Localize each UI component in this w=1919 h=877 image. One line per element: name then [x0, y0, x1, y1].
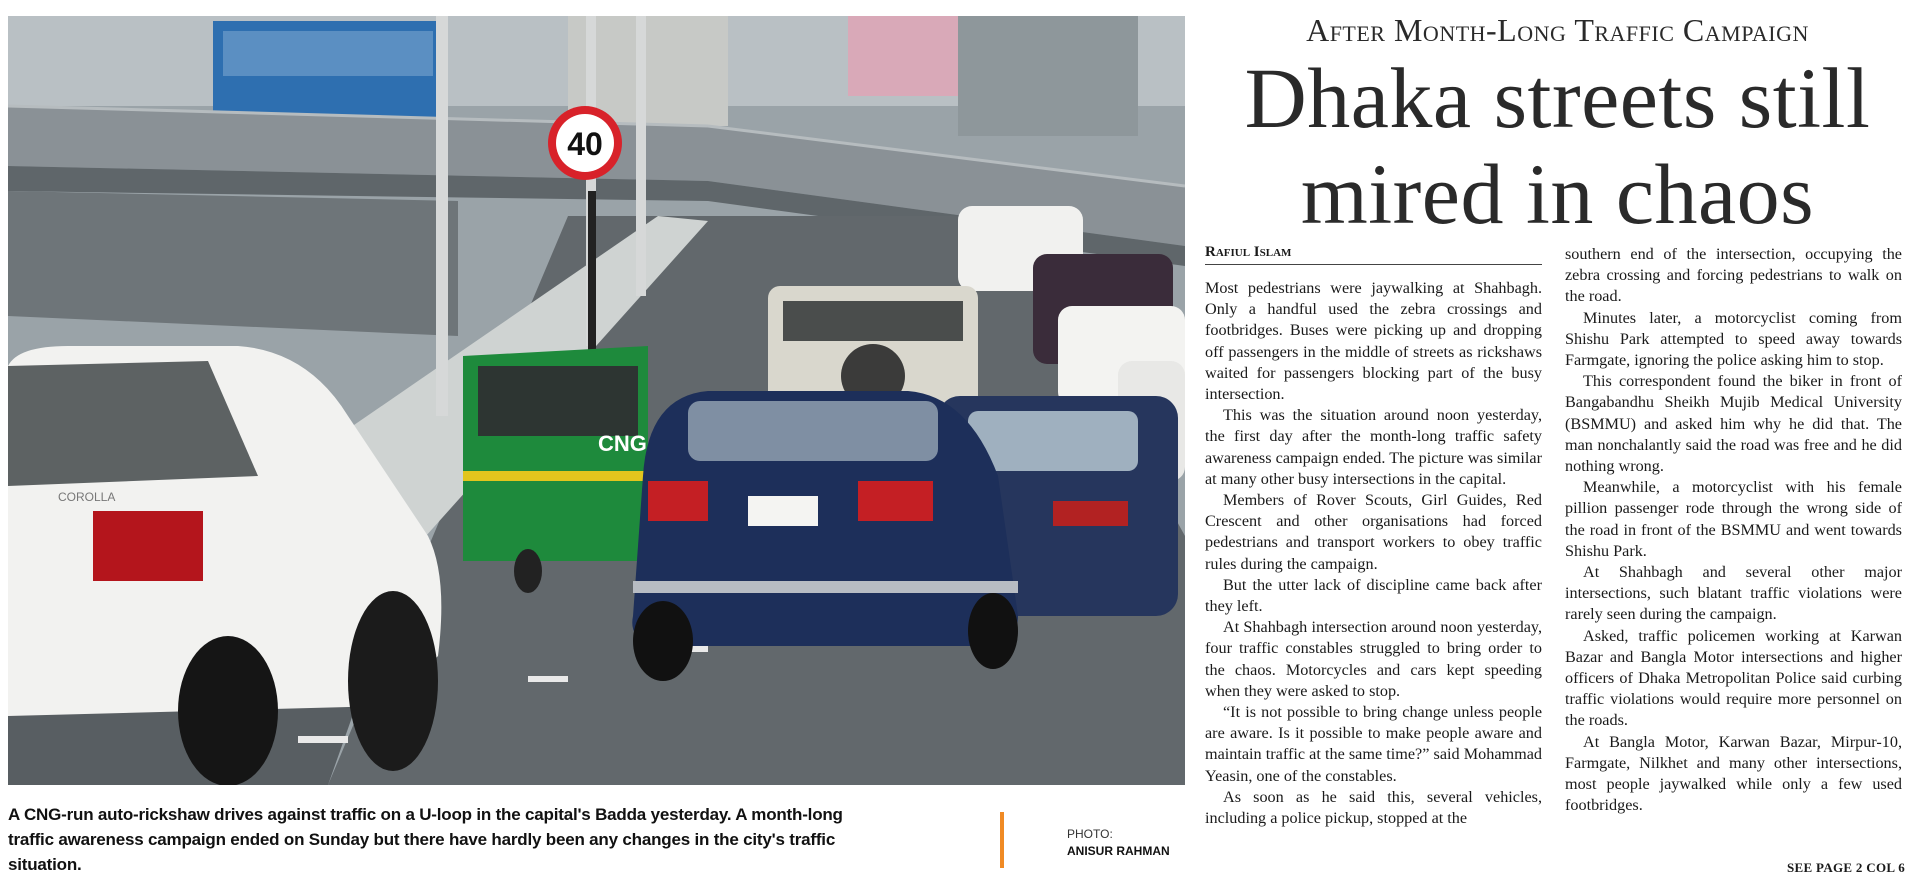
- caption-accent-bar: [1000, 812, 1004, 868]
- building-pink: [848, 16, 958, 96]
- article-column-2: [1565, 244, 1902, 854]
- paragraph: At Shahbagh intersection around noon yesterday, four traffic constables struggled to bring order to the chaos. Motorcycles and cars kept speeding when they were asked to stop.: [1205, 618, 1542, 700]
- paragraph: At Bangla Motor, Karwan Bazar, Mirpur-10, Farmgate, Nilkhet and many other intersections, most people jaywalked while only a few used footbridges.: [1565, 732, 1902, 815]
- paragraph: As soon as he said this, several vehicles, including a police pickup, stopped at the: [1205, 787, 1542, 828]
- paragraph: This was the situation around noon yesterday, the first day after the month-long traffic safety awareness campaign ended. The picture was similar at many other busy intersections in the capital.: [1205, 406, 1542, 488]
- speed-limit-value: 40: [567, 126, 603, 162]
- photo-credit: [1067, 826, 1170, 860]
- paragraph: Most pedestrians were jaywalking at Shahbagh. Only a handful used the zebra crossings and footbridges. Buses were picking up and dropping off passengers in the middle of streets as rickshaws waited for passengers blocking part of the busy intersection.: [1205, 279, 1542, 404]
- license-plate: [748, 496, 818, 526]
- article-column-1: [1205, 278, 1542, 874]
- photo-caption: A CNG-run auto-rickshaw drives against traffic on a U-loop in the capital's Badda yesterday. A month-long traffic awareness campaign ended on Sunday but there have hardly been any changes in the city's traffic situation.: [8, 805, 843, 874]
- paragraph: Members of Rover Scouts, Girl Guides, Red Crescent and other organisations had forced pedestrians and transport workers to obey traffic rules during the campaign.: [1205, 491, 1542, 573]
- paragraph: This correspondent found the biker in front of Bangabandhu Sheikh Mujib Medical University (BSMMU) and asked him why he did that. The man nonchalantly said the road was free and he did nothing wrong.: [1565, 372, 1902, 476]
- car-badge: COROLLA: [58, 490, 116, 504]
- paragraph: “It is not possible to bring change unless people are aware. Is it possible to make people aware and maintain traffic at the same time?” said Mohammad Yeasin, one of the constables.: [1205, 703, 1542, 785]
- photo-credit-label: PHOTO:: [1067, 827, 1113, 841]
- article-headline: Dhaka streets still mired in chaos: [1244, 50, 1871, 242]
- paragraph: At Shahbagh and several other major intersections, such blatant traffic violations were rarely seen during the campaign.: [1565, 563, 1902, 624]
- photographer-name: ANISUR RAHMAN: [1067, 844, 1170, 858]
- paragraph: Asked, traffic policemen working at Karwan Bazar and Bangla Motor intersections and higher officers of Dhaka Metropolitan Police said curbing traffic violations would require more personnel on the roads.: [1565, 626, 1902, 730]
- paragraph: Meanwhile, a motorcyclist with his female pillion passenger rode through the wrong side of the road in front of the BSMMU and went towards Shishu Park.: [1565, 478, 1902, 560]
- cng-label: CNG: [598, 431, 647, 456]
- traffic-photo-illustration: [8, 16, 1185, 785]
- paragraph: southern end of the intersection, occupying the zebra crossing and forcing pedestrians to walk on the road.: [1565, 245, 1902, 306]
- building: [958, 16, 1138, 136]
- paragraph: Minutes later, a motorcyclist coming from Shishu Park attempted to speed away towards Farmgate, ignoring the police asking him to stop.: [1565, 308, 1902, 370]
- paragraph: But the utter lack of discipline came back after they left.: [1205, 575, 1542, 616]
- continued-on-page: SEE PAGE 2 COL 6: [1787, 860, 1905, 875]
- news-photo: [8, 16, 1185, 785]
- article-kicker: After Month-Long Traffic Campaign: [1306, 12, 1809, 48]
- article-byline: Rafiul Islam: [1205, 244, 1542, 265]
